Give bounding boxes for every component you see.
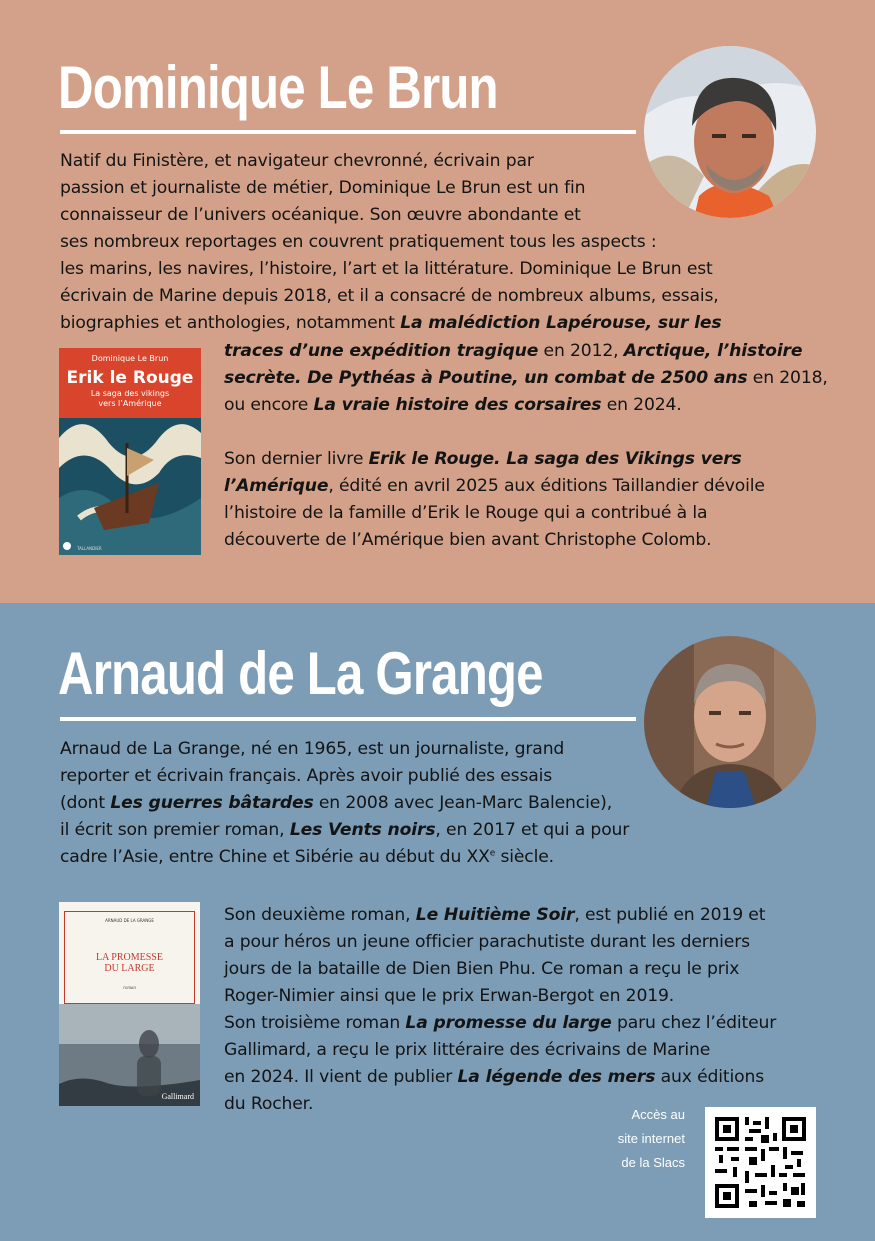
cover-genre: roman bbox=[123, 986, 136, 991]
cover-author: Dominique Le Brun bbox=[91, 354, 169, 363]
author-name: Arnaud de La Grange bbox=[58, 640, 543, 707]
qr-code[interactable] bbox=[705, 1107, 816, 1218]
cover-title: LA PROMESSE bbox=[96, 952, 163, 963]
book-cover-erik-le-rouge bbox=[59, 348, 201, 555]
author-portrait bbox=[644, 636, 816, 808]
title-underline bbox=[60, 130, 636, 134]
book-title: La malédiction Lapérouse, sur les bbox=[400, 313, 722, 333]
cover-subtitle: vers l’Amérique bbox=[98, 399, 162, 408]
cover-publisher: TALLANDIER bbox=[77, 546, 102, 551]
author-bio-continued: traces d’une expédition tragique en 2012, Arctique, l’histoire secrète. De Pythéas à Poutine, un combat de 2500 ans en 2018, ou encore La vraie histoire des corsaires en 2024. bbox=[224, 341, 828, 415]
qr-caption: Accès au site internet de la Slacs bbox=[617, 1107, 685, 1170]
cover-author: ARNAUD DE LA GRANGE bbox=[105, 918, 154, 923]
cover-publisher: Gallimard bbox=[161, 1092, 194, 1101]
latest-book-paragraph: Son dernier livre Erik le Rouge. La saga des Vikings vers l’Amérique, édité en avril 2025 aux éditions Taillandier dévoile l’histoire de la famille d’Erik le Rouge qui a contribué à la découverte de l’Amérique bien avant Christophe Colomb. bbox=[224, 449, 765, 550]
title-underline bbox=[60, 717, 636, 721]
author-name: Dominique Le Brun bbox=[58, 54, 498, 121]
cover-subtitle: La saga des vikings bbox=[90, 389, 170, 398]
author-section-le-brun bbox=[0, 0, 875, 603]
cover-title: DU LARGE bbox=[104, 963, 155, 974]
cover-photo bbox=[59, 1004, 200, 1106]
latest-book-paragraph: Son deuxième roman, Le Huitième Soir, est publié en 2019 et a pour héros un jeune officier parachutiste durant les derniers jours de la bataille de Dien Bien Phu. Ce roman a reçu le prix Roger-Nimier ainsi que le prix Erwan-Bergot en 2019. Son troisième roman La promesse du large paru chez l’éditeur Gallimard, a reçu le prix littéraire des écrivains de Marine en 2024. Il vient de publier La légende des mers aux éditions du Rocher. bbox=[224, 905, 777, 1114]
cover-title: Erik le Rouge bbox=[66, 368, 194, 388]
author-bio: Arnaud de La Grange, né en 1965, est un journaliste, grand reporter et écrivain français. Après avoir publié des essais (dont Les guerres bâtardes en 2008 avec Jean-Marc Balencie), il écrit son premier roman, Les Vents noirs, en 2017 et qui a pour cadre l’Asie, entre Chine et Sibérie au début du XXe siècle. bbox=[60, 739, 630, 867]
author-bio: Natif du Finistère, et navigateur chevronné, écrivain par passion et journaliste de métier, Dominique Le Brun est un fin connaisseur de l’univers océanique. Son œuvre abondante et ses nombreux reportages en couvrent pratiquement tous les aspects : les marins, les navires, l’histoire, l’art et la littérature. Dominique Le Brun est écrivain de Marine depuis 2018, et il a consacré de nombreux albums, essais, biographies et anthologies, notamment La malédiction Lapérouse, sur les bbox=[60, 151, 722, 333]
book-cover-la-promesse-du-large bbox=[59, 902, 200, 1106]
